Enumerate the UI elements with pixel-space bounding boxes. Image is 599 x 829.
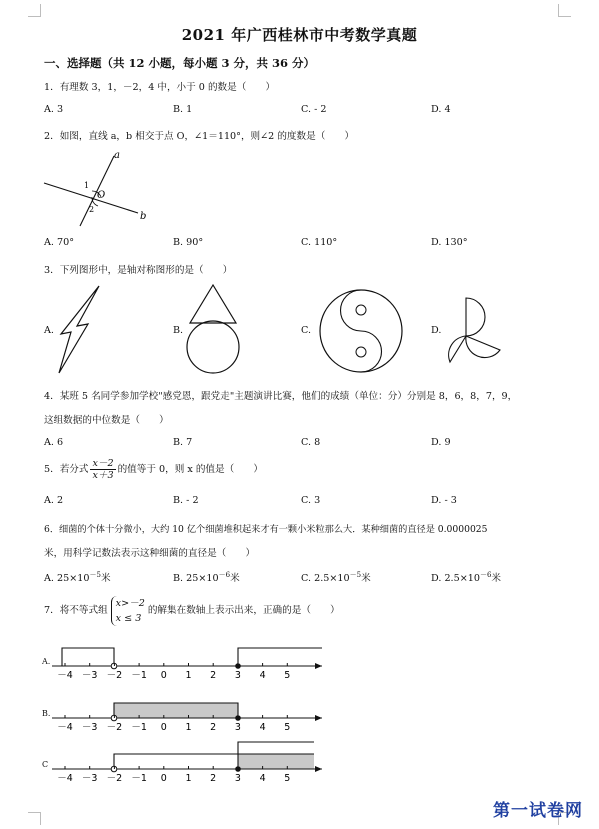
inequality-2: x ≤ 3 (115, 612, 142, 624)
question-6-text-line2: 米，用科学记数法表示这种细菌的直径是（ ） (44, 548, 256, 559)
question-7-suffix: 的解集在数轴上表示出来，正确的是（ ） (147, 605, 340, 616)
question-1-option-d[interactable]: D. 4 (431, 104, 451, 115)
tick-label: －1 (131, 722, 147, 733)
question-1-option-b[interactable]: B. 1 (173, 104, 193, 115)
tick-label: 1 (185, 773, 192, 784)
number-line-option-b (52, 703, 322, 733)
angle-1-label: 1 (84, 181, 90, 190)
corner-mark-top-left (28, 4, 41, 17)
question-2-option-a[interactable]: A. 70° (44, 237, 75, 248)
question-3-option-c[interactable]: C. (301, 325, 312, 336)
corner-mark-bottom-left (28, 812, 41, 825)
question-4-text-line2: 这组数据的中位数是（ ） (44, 415, 169, 426)
tick-label: 4 (259, 670, 266, 681)
tick-label: 5 (284, 722, 291, 733)
page-title: 2021 年广西桂林市中考数学真题 (181, 26, 418, 44)
inequality-1: x>－2 (115, 597, 145, 609)
question-2-option-c[interactable]: C. 110° (301, 237, 338, 248)
fraction (90, 458, 115, 481)
tick-label: －2 (106, 670, 123, 681)
number-lines-figure (0, 630, 599, 790)
tick-label: －4 (57, 773, 73, 784)
fraction-denominator: x＋3 (92, 470, 114, 481)
tick-label: 5 (284, 773, 291, 784)
tick-label: －4 (57, 722, 73, 733)
question-4-option-c[interactable]: C. 8 (301, 437, 321, 448)
question-4-option-d[interactable]: D. 9 (431, 437, 451, 448)
number-line-option-a (52, 648, 322, 681)
line-b-label: b (140, 211, 147, 222)
question-2-option-d[interactable]: D. 130° (431, 237, 468, 248)
lightning-bolt-shape (55, 284, 105, 376)
triangle-over-circle-shape (182, 283, 244, 377)
tick-label: 0 (160, 773, 167, 784)
question-5-option-b[interactable]: B. - 2 (173, 495, 199, 506)
tick-label: －1 (131, 670, 147, 681)
tick-label: 5 (284, 670, 291, 681)
tick-label: －2 (106, 773, 123, 784)
question-7-prefix: 7．将不等式组 (44, 605, 108, 616)
question-5-text (44, 455, 263, 485)
number-line-option-c (52, 742, 322, 784)
question-7-option-b[interactable]: B. (42, 709, 51, 718)
question-6-option-b[interactable]: B. $25\times 10^{-6}$米 (173, 571, 240, 585)
question-4-option-b[interactable]: B. 7 (173, 437, 193, 448)
question-4-text-line1: 4．某班 5 名同学参加学校"感党恩，跟党走"主题演讲比赛，他们的成绩（单位：分）分别是 8，6，8，7，9， (44, 391, 518, 402)
question-2-text: 2．如图，直线 a，b 相交于点 O，∠1＝110°，则∠2 的度数是（ ） (44, 131, 355, 142)
question-6-option-a[interactable]: A. $25\times 10^{-5}$米 (44, 571, 111, 585)
yin-yang-shape (316, 288, 406, 374)
inequality-system (111, 596, 145, 626)
tick-label: 4 (259, 773, 266, 784)
question-5-option-c[interactable]: C. 3 (301, 495, 321, 506)
question-4-option-a[interactable]: A. 6 (44, 437, 64, 448)
line-a-label: a (114, 150, 120, 161)
question-3-text: 3．下列图形中，是轴对称图形的是（ ） (44, 265, 233, 276)
question-2-option-b[interactable]: B. 90° (173, 237, 204, 248)
tick-label: －3 (81, 670, 98, 681)
corner-mark-top-right (558, 4, 571, 17)
tick-label: 0 (160, 670, 167, 681)
tick-label: －3 (81, 773, 98, 784)
question-6-option-c[interactable]: C. $2.5\times 10^{-5}$米 (301, 571, 371, 585)
question-6-option-d[interactable]: D. $2.5\times 10^{-6}$米 (431, 571, 502, 585)
question-5-prefix: 5．若分式 (44, 464, 89, 475)
watermark-logo: 第一试卷网 (493, 801, 583, 821)
tick-label: 1 (185, 670, 192, 681)
question-3-option-a[interactable]: A. (44, 325, 54, 336)
question-7-text (44, 594, 340, 628)
question-3-option-d[interactable]: D. (431, 325, 442, 336)
fraction-numerator: x－2 (92, 458, 114, 469)
tick-label: －1 (131, 773, 147, 784)
point-o-label: O (97, 190, 106, 201)
tick-label: 3 (234, 722, 241, 733)
question-1-option-c[interactable]: C. - 2 (301, 104, 327, 115)
three-petal-pinwheel-shape (446, 292, 508, 368)
intersecting-lines-figure (36, 146, 166, 230)
question-5-suffix: 的值等于 0，则 x 的值是（ ） (117, 464, 263, 475)
tick-label: 3 (234, 773, 241, 784)
question-5-option-a[interactable]: A. 2 (44, 495, 64, 506)
question-1-text: 1．有理数 3，1，－2，4 中，小于 0 的数是（ ） (44, 82, 276, 93)
tick-label: －2 (106, 722, 123, 733)
tick-label: 2 (210, 722, 217, 733)
tick-label: －4 (57, 670, 73, 681)
tick-label: 4 (259, 722, 266, 733)
tick-label: 0 (160, 722, 167, 733)
section-heading: 一、选择题（共 12 小题，每小题 3 分，共 36 分） (44, 56, 316, 70)
question-6-text-line1: 6．细菌的个体十分微小，大约 10 亿个细菌堆积起来才有一颗小米粒那么大．某种细菌的直径是 0.0000025 (44, 524, 488, 535)
angle-2-label: 2 (89, 205, 95, 214)
tick-label: 1 (185, 722, 192, 733)
tick-label: －3 (81, 722, 98, 733)
tick-label: 2 (210, 670, 217, 681)
question-3-option-b[interactable]: B. (173, 325, 184, 336)
tick-label: 3 (234, 670, 241, 681)
question-5-option-d[interactable]: D. - 3 (431, 495, 457, 506)
question-7-option-c[interactable]: C (42, 760, 49, 769)
question-7-option-a[interactable]: A. (42, 657, 51, 666)
tick-label: 2 (210, 773, 217, 784)
question-1-option-a[interactable]: A. 3 (44, 104, 64, 115)
